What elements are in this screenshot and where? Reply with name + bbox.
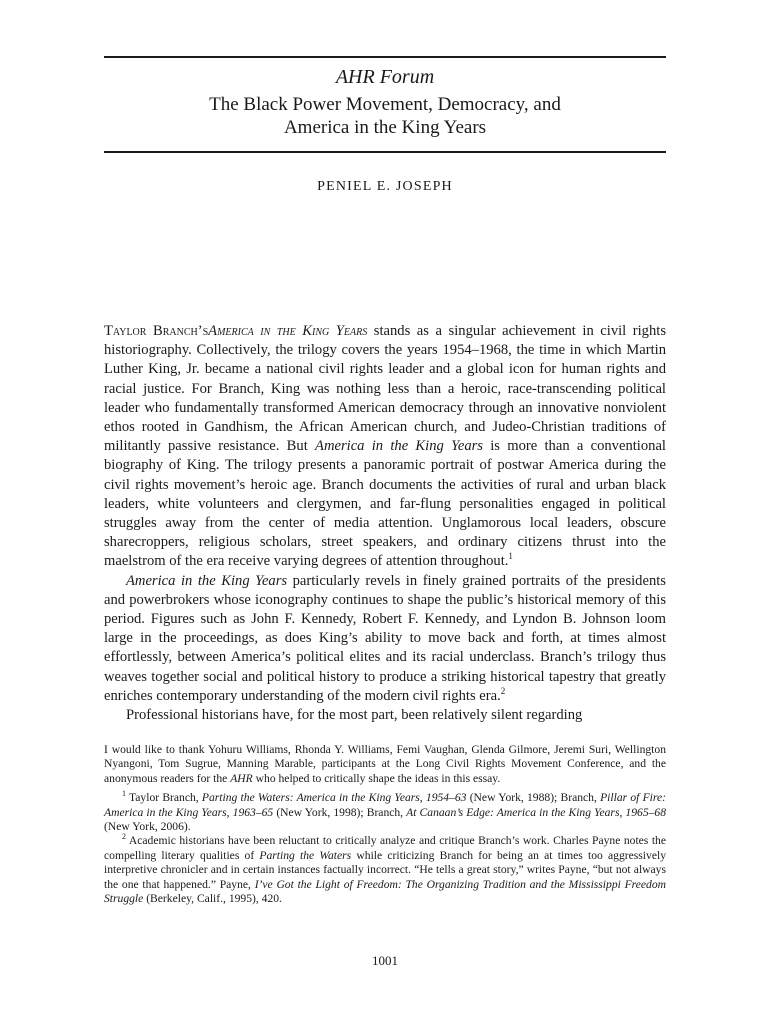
article-body <box>104 322 666 725</box>
author-name: PENIEL E. JOSEPH <box>317 179 453 194</box>
fn1-c: (New York, 1998); Branch, <box>273 805 407 819</box>
footnotes <box>104 743 666 906</box>
title-line-2: America in the King Years <box>283 117 487 138</box>
top-rule <box>104 56 666 58</box>
footnote-1 <box>104 791 666 834</box>
paragraph-1-italic: America in the King Years <box>315 438 483 455</box>
fn1-d: (New York, 2006). <box>104 820 191 834</box>
fn1-b: (New York, 1988); Branch, <box>466 791 601 805</box>
fn2-b: while criticizing Branch for being an at times too aggressively interpretive chronicler and in certain instances factually incorrect. “He tells a great story,” writes Payne, “but not always the one that happened.” Payne, <box>104 848 666 891</box>
fn1-i2: Pillar of Fire: America in the King Years, 1963–65 <box>104 791 666 819</box>
page-number: 1001 <box>372 953 398 968</box>
fn1-i3: At Canaan’s Edge: America in the King Years, 1965–68 <box>406 805 667 819</box>
footnote-ref-2: 2 <box>500 686 506 696</box>
footnote-2 <box>104 834 666 906</box>
fn2-c: (Berkeley, Calif., 1995), 420. <box>143 892 282 906</box>
title-line-1: The Black Power Movement, Democracy, and <box>209 94 561 115</box>
paragraph-1 <box>104 322 666 572</box>
paragraph-2-text: particularly revels in finely grained portraits of the presidents and powerbrokers whose iconography continues to shape the public’s historical memory of this period. Figures such as John F. Kennedy, Robert F. Kennedy, and Lyndon B. Johnson loom large in the proceedings, as does King’s ability to move back and forth, at times almost effortlessly, between America’s political elites and its racial underclass. Branch’s trilogy thus weaves together social and political history to produce a striking historical tapestry that greatly enriches contemporary understanding of the modern civil rights era. <box>104 572 666 704</box>
lead-name: Taylor Branch’s <box>104 323 209 339</box>
lead-title: America in the King Years <box>208 323 368 339</box>
footnote-ref-1: 1 <box>508 551 513 562</box>
paragraph-1-text: stands as a singular achievement in civil rights historiography. Collectively, the trilogy covers the years 1954–1968, the time in which Martin Luther King, Jr. became a national civil rights leader and a global icon for human rights and racial justice. For Branch, King was nothing less than a heroic, race-transcending political leader who fundamentally transformed American democracy through an innovative nonviolent ethos rooted in Gandhism, the African American church, and Judeo-Christian traditions of militantly passive resistance. But <box>104 323 667 455</box>
ack-italic: AHR <box>230 771 253 785</box>
fn2-i1: Parting the Waters <box>259 848 352 862</box>
forum-label: AHR Forum <box>335 66 435 88</box>
fn2-a: Academic historians have been reluctant to critically analyze and critique Branch’s work. Charles Payne notes the compelling literary qualities of <box>104 834 666 862</box>
fn1-a: Taylor Branch, <box>126 791 202 805</box>
footnote-2-number: 2 <box>122 832 126 842</box>
fn1-i1: Parting the Waters: America in the King Years, 1954–63 <box>201 791 467 805</box>
paragraph-3: Professional historians have, for the most part, been relatively silent regarding <box>126 707 583 724</box>
paragraph-2 <box>104 572 666 706</box>
paragraph-2-italic: America in the King Years <box>126 572 288 589</box>
acknowledgment-note <box>104 743 666 786</box>
ack-text: I would like to thank Yohuru Williams, Rhonda Y. Williams, Femi Vaughan, Glenda Gilmore, Jeremi Suri, Wellington Nyangoni, Tom Sugrue, Manning Marable, participants at the Long Civil Rights Movement Conference, and the anonymous readers for the <box>104 743 666 785</box>
paragraph-1-text-2: is more than a conventional biography of King. The trilogy presents a panoramic portrait of postwar America during the civil rights movement’s heroic age. Branch documents the activities of rural and urban black leaders, white volunteers and clergymen, and far-flung personalities engaged in political struggles away from the center of media attention. Unglamorous local leaders, obscure sharecroppers, religious scholars, street speakers, and ordinary citizens thrust into the maelstrom of the era receive varying degrees of attention throughout. <box>104 438 666 570</box>
title-rule <box>104 151 666 153</box>
footnote-1-number: 1 <box>122 789 126 799</box>
article-title <box>104 93 666 139</box>
ack-end: who helped to critically shape the ideas in this essay. <box>252 771 501 785</box>
fn2-i2: I’ve Got the Light of Freedom: The Organizing Tradition and the Mississippi Freedom Struggle <box>104 877 667 906</box>
